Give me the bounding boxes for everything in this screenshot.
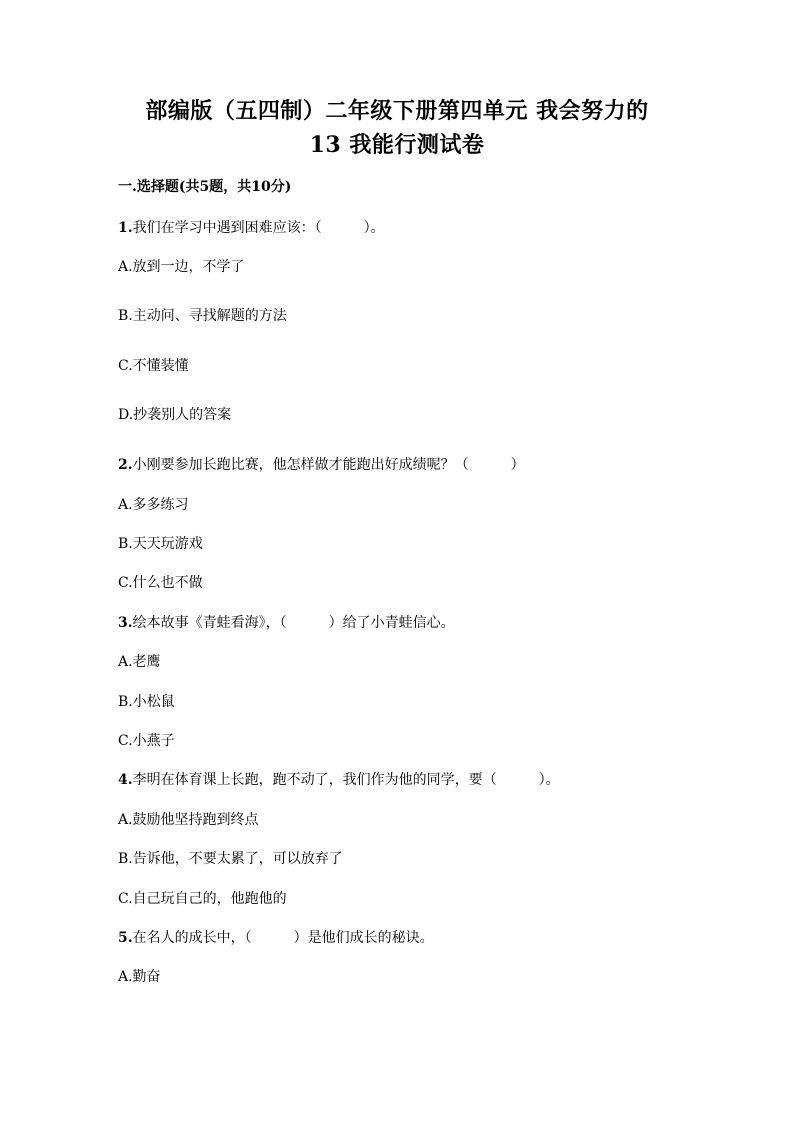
question-1-option-a: A.放到一边，不学了 bbox=[118, 259, 245, 275]
question-text: 小刚要参加长跑比赛，他怎样做才能跑出好成绩呢？（ ） bbox=[132, 457, 525, 473]
question-text: 绘本故事《青蛙看海》，（ ）给了小青蛙信心。 bbox=[132, 615, 455, 631]
question-2-option-c: C.什么也不做 bbox=[118, 575, 203, 591]
question-1-option-d: D.抄袭别人的答案 bbox=[118, 407, 232, 423]
question-5-option-a: A.勤奋 bbox=[118, 969, 161, 985]
question-5 bbox=[118, 928, 434, 948]
question-3-option-c: C.小燕子 bbox=[118, 733, 175, 749]
question-number: 5. bbox=[118, 930, 133, 946]
question-number: 2. bbox=[118, 457, 133, 473]
question-2 bbox=[118, 455, 525, 475]
page-subtitle: 13 我能行测试卷 bbox=[309, 132, 485, 158]
question-text: 我们在学习中遇到困难应该：（ ）。 bbox=[132, 220, 385, 236]
question-4-option-b: B.告诉他，不要太累了，可以放弃了 bbox=[118, 851, 343, 867]
question-1-option-b: B.主动问、寻找解题的方法 bbox=[118, 308, 287, 324]
question-4 bbox=[118, 770, 560, 790]
question-2-option-a: A.多多练习 bbox=[118, 497, 189, 513]
question-number: 3. bbox=[118, 615, 133, 631]
question-number: 4. bbox=[118, 772, 133, 788]
question-1 bbox=[118, 218, 385, 238]
question-4-option-a: A.鼓励他坚持跑到终点 bbox=[118, 812, 259, 828]
question-text: 在名人的成长中，（ ）是他们成长的秘诀。 bbox=[132, 930, 434, 946]
question-4-option-c: C.自己玩自己的，他跑他的 bbox=[118, 891, 287, 907]
question-number: 1. bbox=[118, 220, 133, 236]
section-heading: 一.选择题(共5题，共10分) bbox=[118, 179, 292, 195]
page-title: 部编版（五四制）二年级下册第四单元 我会努力的 bbox=[145, 98, 649, 124]
question-2-option-b: B.天天玩游戏 bbox=[118, 536, 203, 552]
question-3-option-a: A.老鹰 bbox=[118, 654, 161, 670]
question-text: 李明在体育课上长跑，跑不动了，我们作为他的同学，要（ ）。 bbox=[132, 772, 560, 788]
question-1-option-c: C.不懂装懂 bbox=[118, 358, 189, 374]
question-3 bbox=[118, 613, 455, 633]
question-3-option-b: B.小松鼠 bbox=[118, 694, 175, 710]
